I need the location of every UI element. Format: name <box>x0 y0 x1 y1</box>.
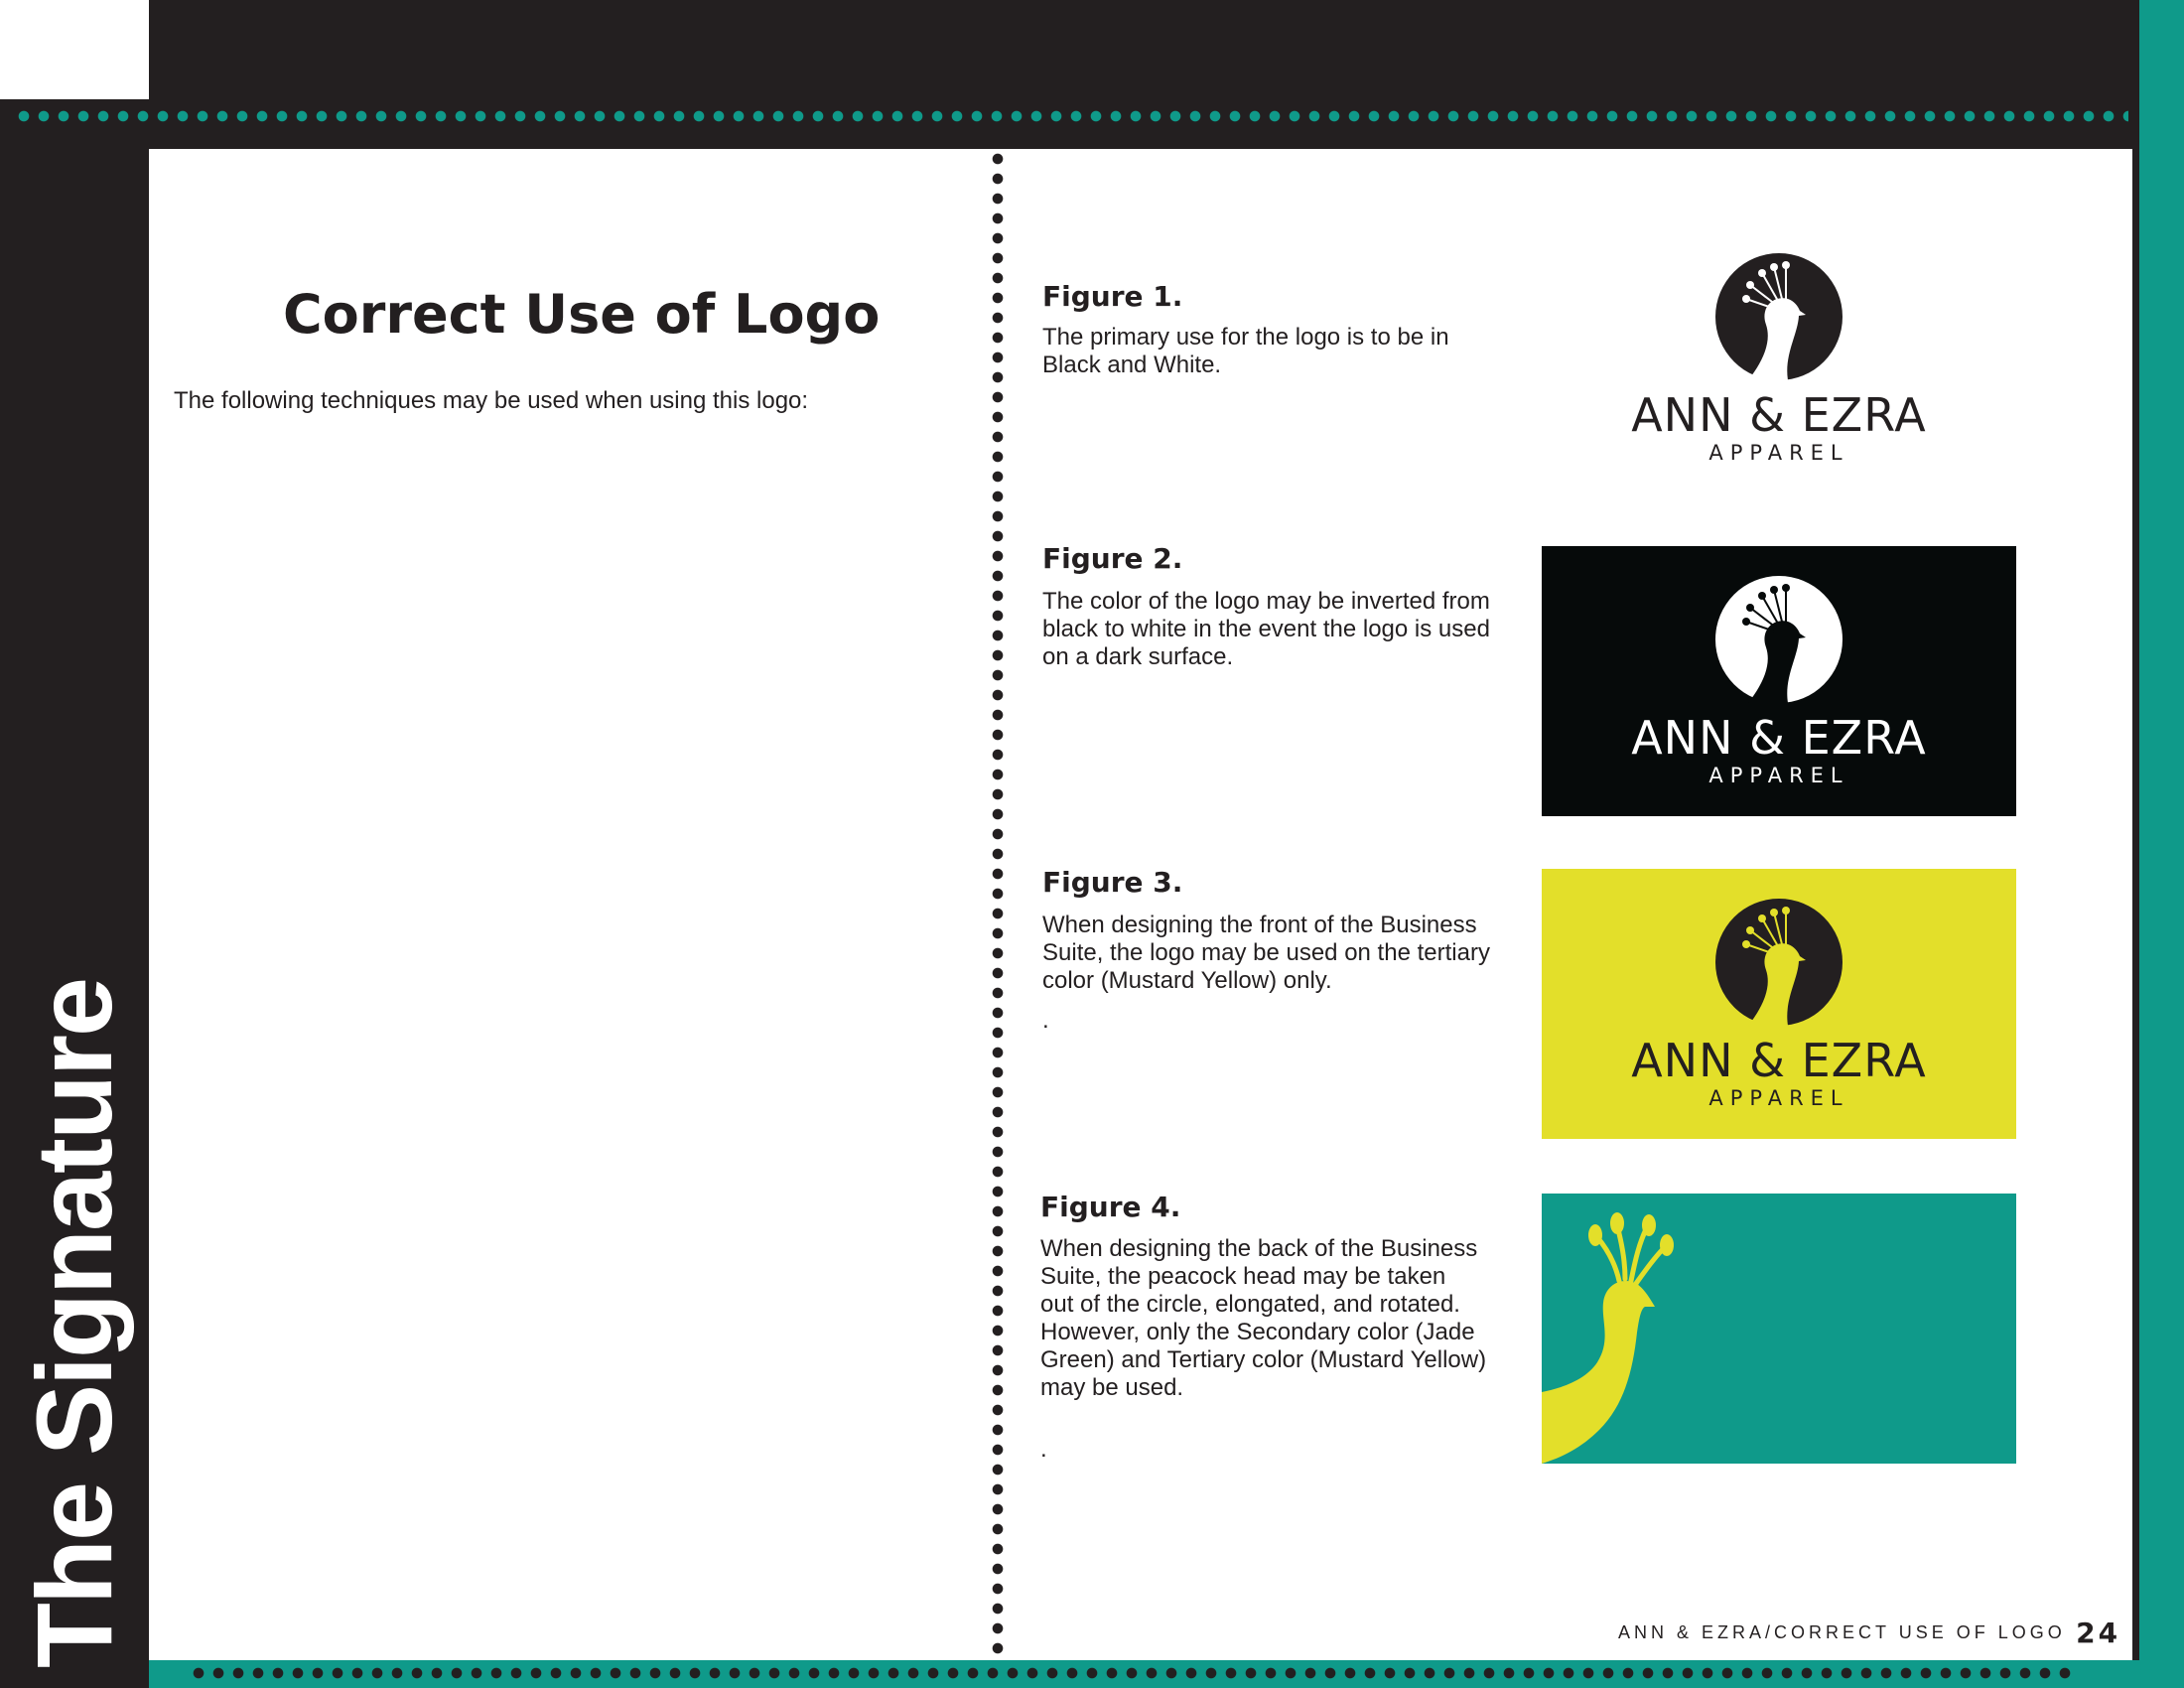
figure-2-line: black to white in the event the logo is used <box>1042 616 1490 642</box>
figure-4-line: out of the circle, elongated, and rotated. <box>1040 1291 1460 1318</box>
figure-4-text <box>1040 1235 1486 1464</box>
page-title: Correct Use of Logo <box>283 283 881 346</box>
intro-text: The following techniques may be used when using this logo: <box>174 387 809 414</box>
figure-4-panel <box>1542 1194 2016 1464</box>
figure-4-line: may be used. <box>1040 1374 1184 1401</box>
figure-4-line: However, only the Secondary color (Jade <box>1040 1319 1475 1345</box>
figure-2-line: on a dark surface. <box>1042 643 1234 670</box>
figure-2-text <box>1042 588 1490 671</box>
figure-3-line: color (Mustard Yellow) only. <box>1042 967 1332 994</box>
footer-label: ANN & EZRA/CORRECT USE OF LOGO <box>1618 1622 2066 1642</box>
brand-wordmark <box>1542 713 2016 788</box>
right-accent-inner <box>2132 149 2139 1668</box>
top-dotted-divider <box>14 109 2128 123</box>
brand-sub: APPAREL <box>1708 1086 1849 1110</box>
figure-1-title: Figure 1. <box>1042 280 1183 313</box>
center-dotted-divider <box>991 149 1005 1658</box>
footer <box>1618 1617 2121 1649</box>
brand-name: ANN & EZRA <box>1631 1034 1927 1087</box>
right-accent-bar <box>2139 0 2184 1688</box>
figure-4-line: When designing the back of the Business <box>1040 1235 1478 1262</box>
figure-4-line: Suite, the peacock head may be taken <box>1040 1263 1446 1290</box>
side-label-wrap <box>0 978 149 1668</box>
brand-sub: APPAREL <box>1708 441 1849 465</box>
brand-wordmark <box>1542 390 2016 466</box>
figure-1-text <box>1042 324 1449 379</box>
brand-name: ANN & EZRA <box>1631 711 1927 765</box>
bottom-dotted-divider <box>189 1666 2075 1680</box>
peacock-head-icon <box>1542 1194 2016 1464</box>
brand-name: ANN & EZRA <box>1631 388 1927 442</box>
figure-2-line: The color of the logo may be inverted from <box>1042 588 1490 615</box>
side-label: The Signature <box>14 978 134 1668</box>
figure-3-title: Figure 3. <box>1042 866 1183 899</box>
figure-2-logo-panel <box>1542 546 2016 816</box>
top-bar <box>149 0 2139 149</box>
figure-1-line: The primary use for the logo is to be in <box>1042 324 1449 351</box>
figure-3-text <box>1042 912 1490 1035</box>
figure-4-title: Figure 4. <box>1040 1191 1181 1223</box>
figure-1-logo <box>1542 243 2016 513</box>
figure-3-logo-panel <box>1542 869 2016 1139</box>
figure-1-line: Black and White. <box>1042 352 1222 378</box>
figure-3-line: When designing the front of the Business <box>1042 912 1477 938</box>
figure-3-trailing: . <box>1042 1007 1049 1034</box>
page-number: 24 <box>2076 1617 2121 1649</box>
brand-sub: APPAREL <box>1708 764 1849 787</box>
figure-3-line: Suite, the logo may be used on the tertiary <box>1042 939 1490 966</box>
figure-4-line: Green) and Tertiary color (Mustard Yellow) <box>1040 1346 1487 1373</box>
figure-2-title: Figure 2. <box>1042 542 1183 575</box>
figure-4-trailing: . <box>1040 1436 1047 1463</box>
brand-wordmark <box>1542 1036 2016 1111</box>
peacock-logo-icon <box>1542 243 2016 513</box>
